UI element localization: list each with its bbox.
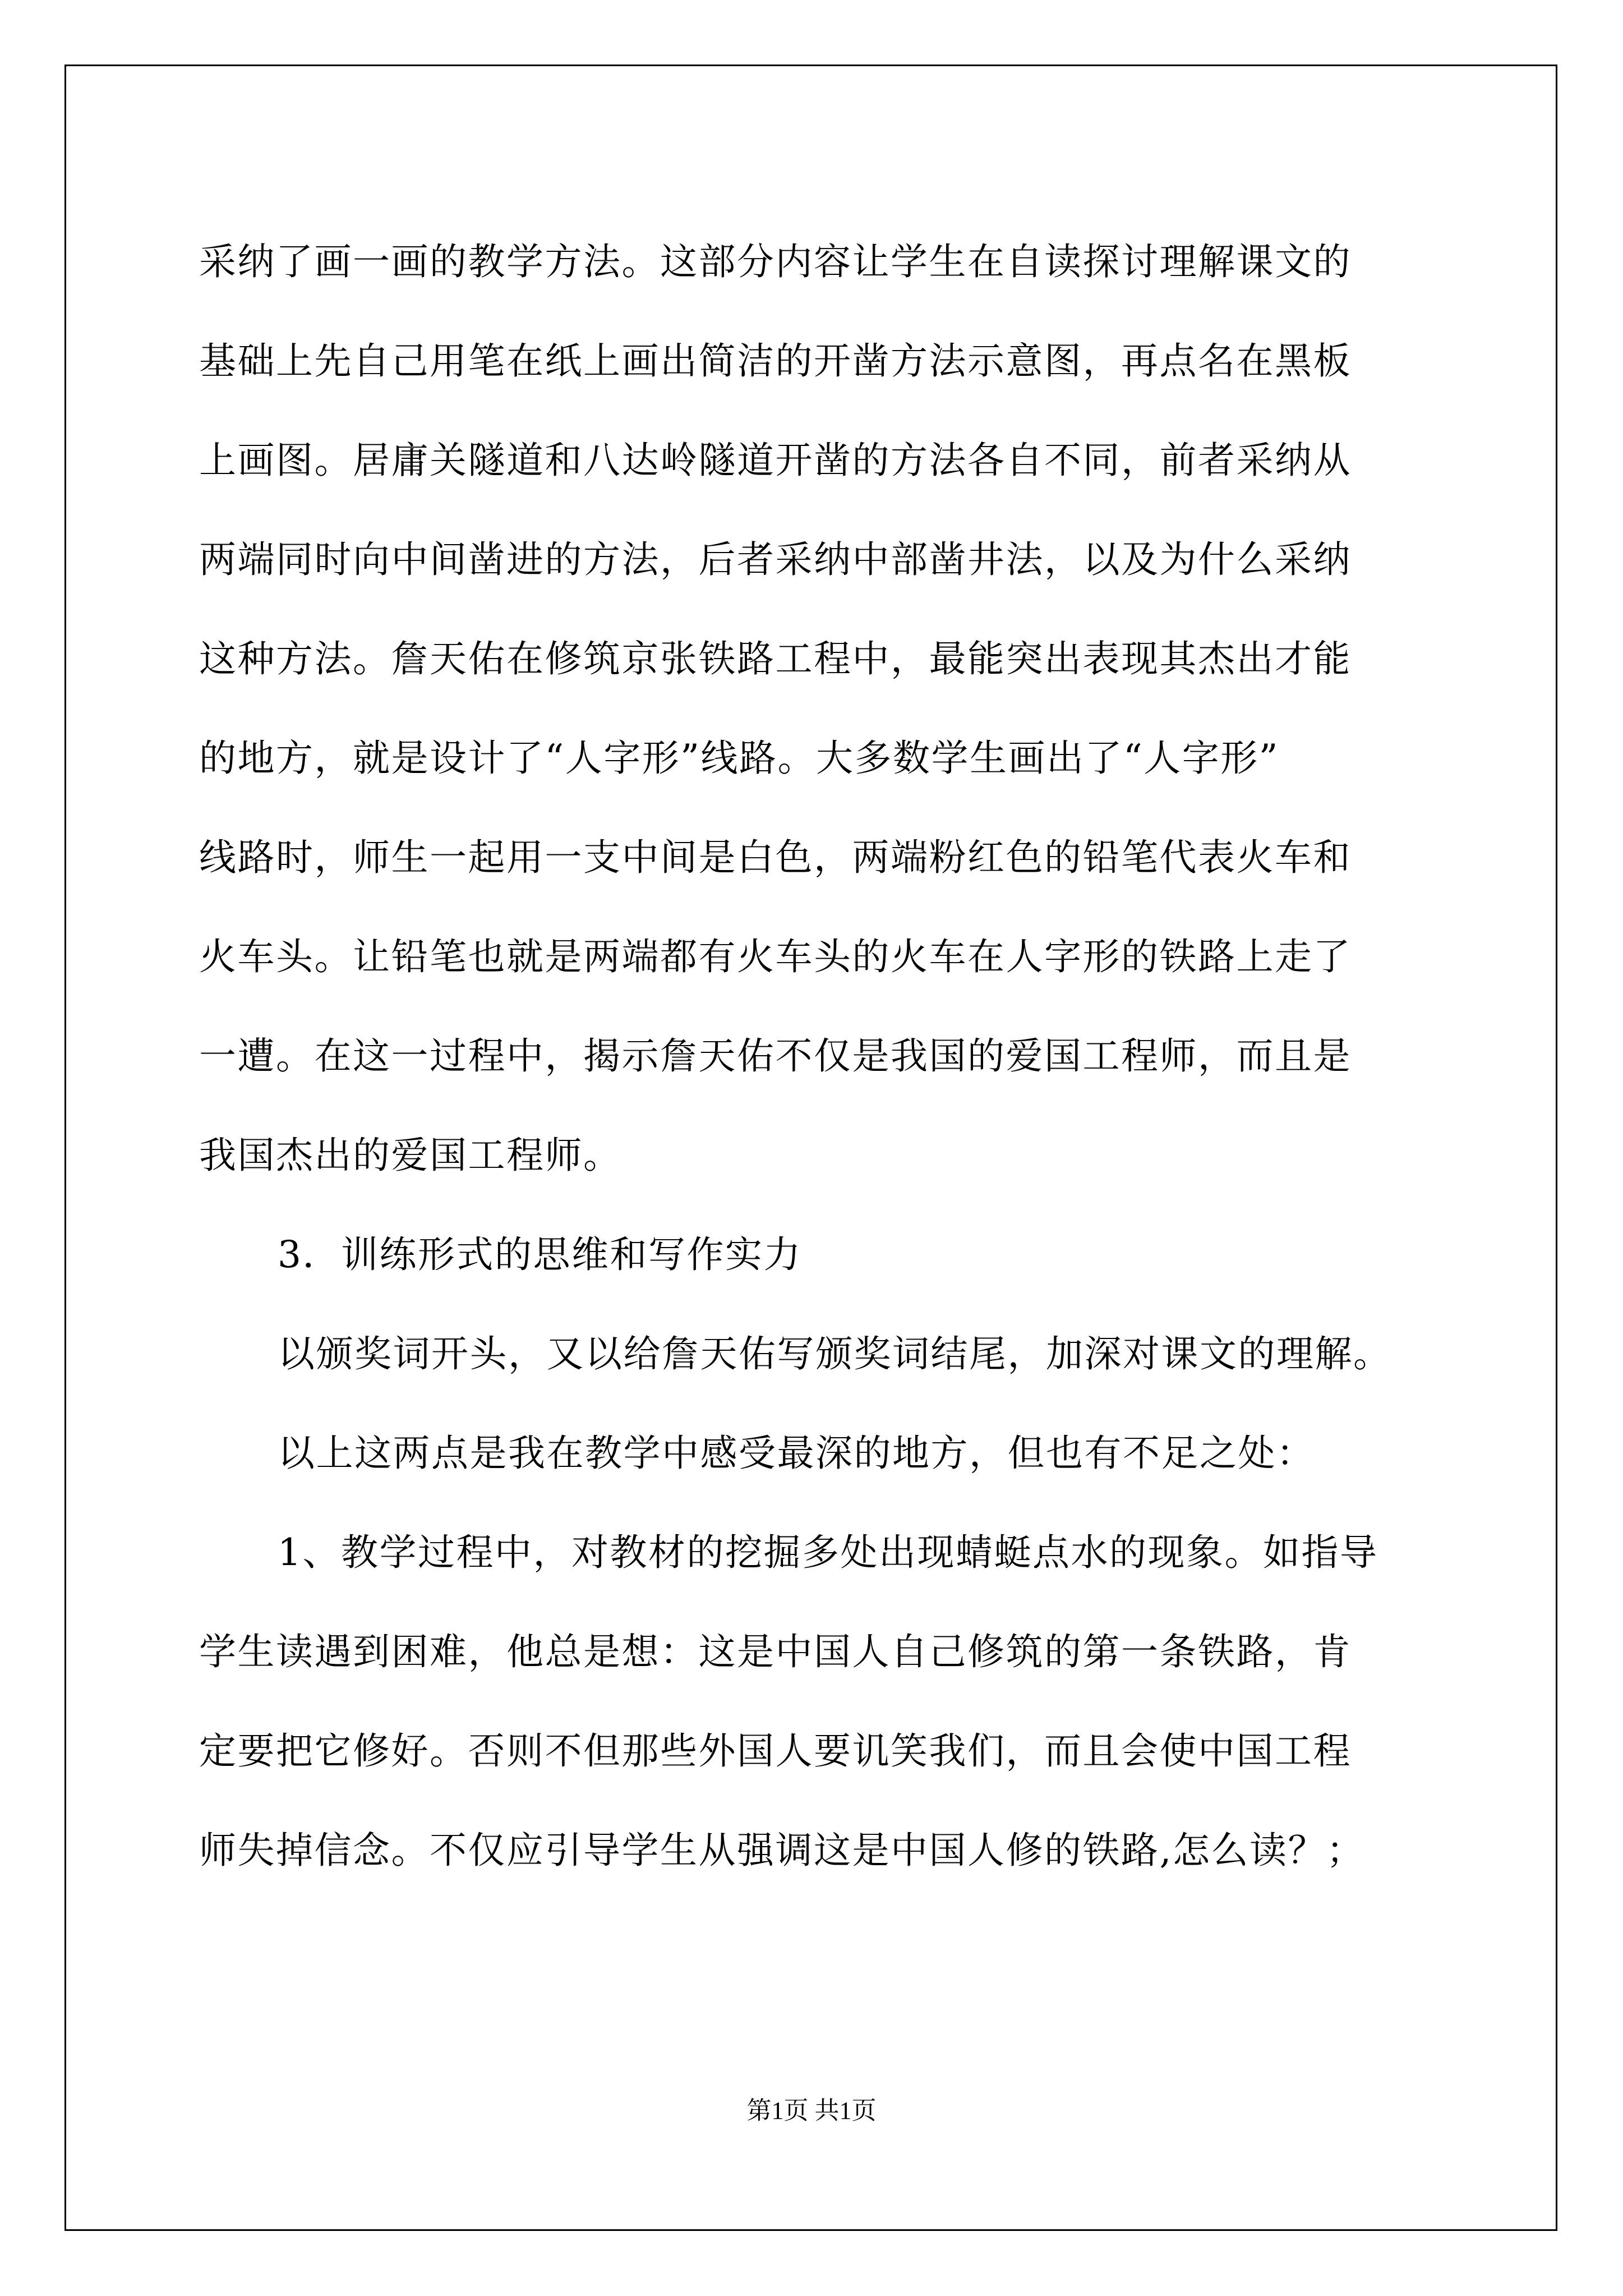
section-heading: 3．训练形式的思维和写作实力 [278, 1233, 802, 1276]
paragraph-line: 1、教学过程中，对教材的挖掘多处出现蜻蜓点水的现象。如指导 [278, 1531, 1378, 1574]
document-body [199, 212, 1506, 1900]
paragraph-line: 以上这两点是我在教学中感受最深的地方，但也有不足之处： [278, 1432, 1315, 1475]
text-line: 火车头。让铅笔也就是两端都有火车头的火车在人字形的铁路上走了 [199, 935, 1352, 978]
text-line: 师失掉信念。不仅应引导学生从强调这是中国人修的铁路,怎么读？； [199, 1829, 1365, 1872]
text-line: 线路时，师生一起用一支中间是白色，两端粉红色的铅笔代表火车和 [199, 836, 1352, 879]
text-line: 这种方法。詹天佑在修筑京张铁路工程中，最能突出表现其杰出才能 [199, 637, 1352, 680]
text-line: 上画图。居庸关隧道和八达岭隧道开凿的方法各自不同，前者采纳从 [199, 439, 1352, 482]
page-number-footer: 第1页 共1页 [746, 2097, 877, 2124]
paragraph-line: 以颁奖词开头，又以给詹天佑写颁奖词结尾，加深对课文的理解。 [278, 1332, 1392, 1375]
text-line: 我国杰出的爱国工程师。 [199, 1134, 622, 1177]
text-line: 基础上先自己用笔在纸上画出简洁的开凿方法示意图，再点名在黑板 [199, 339, 1352, 383]
text-line: 采纳了画一画的教学方法。这部分内容让学生在自读探讨理解课文的 [199, 240, 1352, 283]
text-line: 学生读遇到困难，他总是想：这是中国人自己修筑的第一条铁路，肯 [199, 1630, 1352, 1673]
text-line: 两端同时向中间凿进的方法，后者采纳中部凿井法，以及为什么采纳 [199, 538, 1352, 581]
text-line: 定要把它修好。否则不但那些外国人要讥笑我们，而且会使中国工程 [199, 1729, 1352, 1773]
text-line: 一遭。在这一过程中，揭示詹天佑不仅是我国的爱国工程师，而且是 [199, 1034, 1352, 1078]
text-line: 的地方，就是设计了“人字形”线路。大多数学生画出了“人字形” [199, 737, 1279, 780]
